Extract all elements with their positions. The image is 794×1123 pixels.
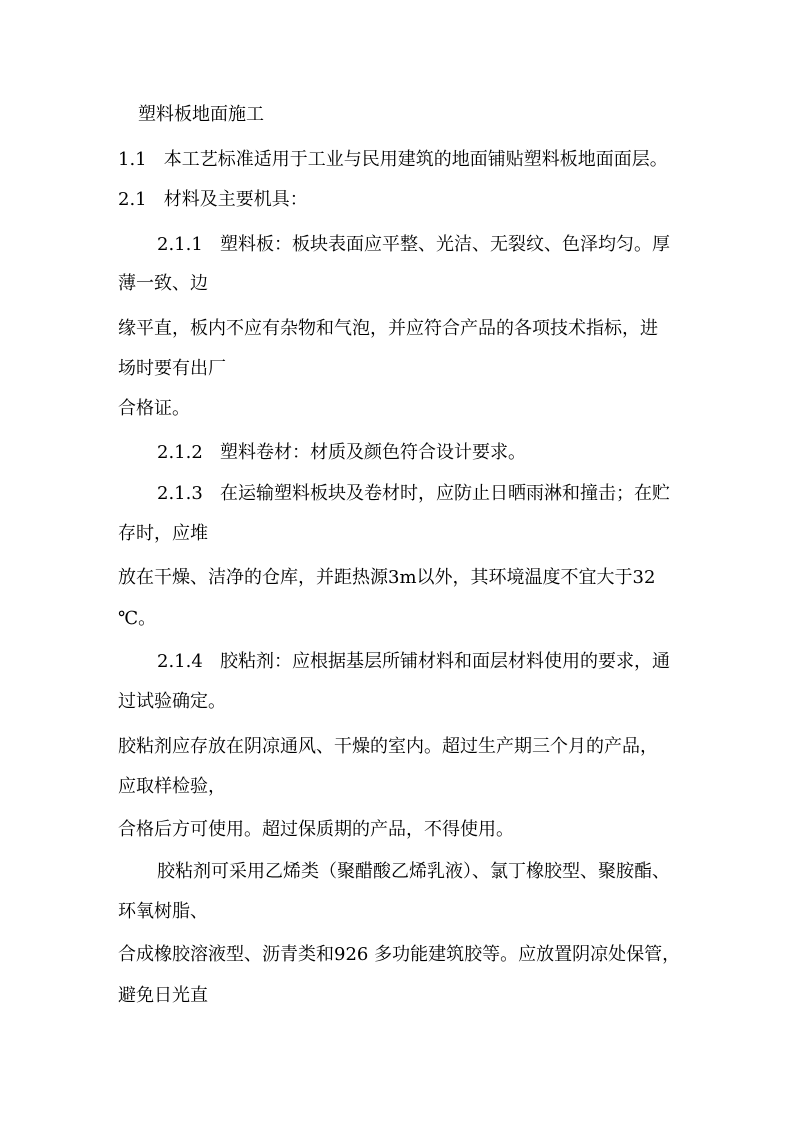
- text-line: 2.1.4 胶粘剂：应根据基层所铺材料和面层材料使用的要求，通: [157, 651, 670, 672]
- text-line: 2.1.2 塑料卷材：材质及颜色符合设计要求。: [157, 442, 526, 463]
- text-line: 薄一致、边: [118, 273, 208, 294]
- text-line: 胶粘剂可采用乙烯类（聚醋酸乙烯乳液）、氯丁橡胶型、聚胺酯、: [157, 861, 670, 882]
- text-line: 2.1 材料及主要机具：: [118, 189, 308, 210]
- text-line: 2.1.1 塑料板：板块表面应平整、光洁、无裂纹、色泽均匀。厚: [157, 234, 670, 255]
- text-line: 避免日光直: [118, 985, 208, 1006]
- text-line: 场时要有出厂: [118, 358, 226, 379]
- text-line: ℃。: [118, 608, 157, 629]
- text-line: 应取样检验，: [118, 776, 226, 797]
- text-line: 合成橡胶溶液型、沥青类和926 多功能建筑胶等。应放置阴凉处保管，: [118, 944, 681, 965]
- text-line: 胶粘剂应存放在阴凉通风、干燥的室内。超过生产期三个月的产品，: [118, 736, 658, 757]
- text-line: 放在干燥、洁净的仓库，并距热源3m以外，其环境温度不宜大于32: [118, 567, 656, 588]
- text-line: 合格证。: [118, 398, 190, 419]
- text-line: 缘平直，板内不应有杂物和气泡，并应符合产品的各项技术指标，进: [118, 318, 658, 339]
- text-line: 2.1.3 在运输塑料板块及卷材时，应防止日晒雨淋和撞击；在贮: [157, 483, 670, 504]
- text-line: 存时，应堆: [118, 523, 208, 544]
- text-line: 合格后方可使用。超过保质期的产品，不得使用。: [118, 819, 514, 840]
- document-title: 塑料板地面施工: [138, 104, 264, 125]
- text-line: 1.1 本工艺标准适用于工业与民用建筑的地面铺贴塑料板地面面层。: [118, 149, 668, 170]
- text-line: 环氧树脂、: [118, 901, 208, 922]
- text-line: 过试验确定。: [118, 691, 226, 712]
